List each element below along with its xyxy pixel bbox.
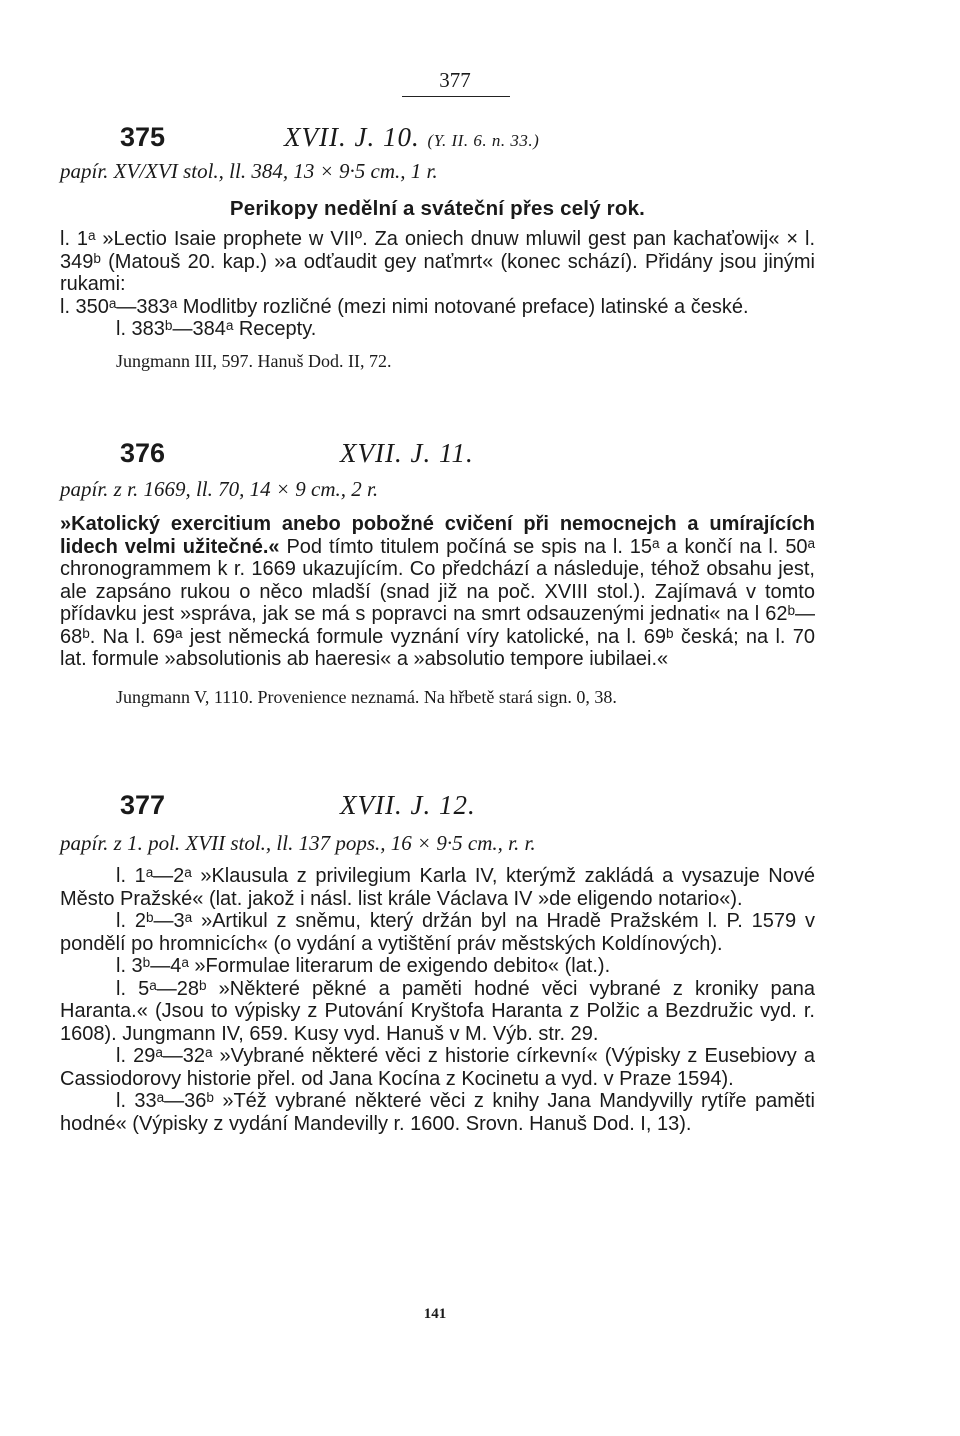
entry-paragraph: l. 350ᵃ—383ᵃ Modlitby rozličné (mezi nimi notované preface) latinské a české. [60,295,749,318]
entry-paragraph: l. 29ᵃ—32ᵃ »Vybrané některé věci z historie církevní« (Výpisky z Eusebiovy a Cassiodorovy historie přel. od Jana Kocína z Kocinetu a vyd. v Praze 1594). [60,1045,815,1090]
entry-paragraph: l. 3ᵇ—4ᵃ »Formulae literarum de exigendo debito« (lat.). [116,955,611,977]
entry-paragraph: l. 1ᵃ »Lectio Isaie prophete w VIIº. Za oniech dnuw mluwil gest pan kachaťowij« × l. 349ᵇ (Matouš 20. kap.) »a odťaudit gey naťmrt« (konec schází). Přidány jsou jinými rukami: [60,228,815,295]
entry-header [60,790,815,830]
entry-paragraph: l. 383ᵇ—384ᵃ Recepty. [116,318,317,340]
entry-376 [60,438,815,709]
entry-title-inline: »Katolický exercitium anebo pobožné cvičení při nemocnejch a umírajících lidech velmi užitečné.« [60,513,815,558]
page-number-rule [402,96,510,97]
entry-signature: XVII. J. 12. [340,790,476,820]
entry-meta: papír. XV/XVI stol., ll. 384, 13 × 9·5 cm., 1 r. [60,159,438,183]
entry-body: Pod tímto titulem počíná se spis na l. 15ᵃ a končí na l. 50ᵃ chronogrammem k r. 1669 ukazujícím. Co předchází a následuje, téhož obsahu jest, ale zapsáno rukou o něco mladší (snad již na poč. XVIII stol.). Zajímavá v tomto přídavku jest »správa, jak se má s popravci na smrt odsauzenými jednati« na l 62ᵇ—68ᵇ. Na l. 69ᵃ jest německá formule vyznání víry katolické, na l. 69ᵇ česká; na l. 70 lat. formule »absolutionis ab haeresi« a »absolutio tempore iubilaei.« [60,535,815,670]
page-number: 377 [439,68,471,92]
entry-signature: XVII. J. 11. [340,438,474,468]
entry-header [60,438,815,478]
entry-meta: papír. z r. 1669, ll. 70, 14 × 9 cm., 2 r. [60,477,379,501]
entry-reference: Jungmann III, 597. Hanuš Dod. II, 72. [116,350,392,371]
entry-377 [60,790,815,1135]
entry-paragraph [60,513,815,671]
entry-number: 376 [120,438,166,468]
entry-title: Perikopy nedělní a sváteční přes celý rok. [229,197,646,220]
entry-header [60,122,815,162]
entry-paragraph: l. 1ᵃ—2ᵃ »Klausula z privilegium Karla IV, kterýmž zakládá a vysazuje Nové Město Pražské« (lat. jakož i násl. list krále Václava IV »de eligendo notario«). [60,865,815,910]
entry-paragraph: l. 2ᵇ—3ᵃ »Artikul z sněmu, který držán byl na Hradě Pražském l. P. 1579 v pondělí po hromnicích« (o vydání a vytištění práv městských Koldínových). [60,910,815,955]
entry-meta: papír. z 1. pol. XVII stol., ll. 137 pops., 16 × 9·5 cm., r. r. [60,831,536,855]
entry-paragraph: l. 33ᵃ—36ᵇ »Též vybrané některé věci z knihy Jana Mandyvilly rytíře paměti hodné« (Výpisky z vydání Mandevilly r. 1600. Srovn. Hanuš Dod. I, 13). [60,1090,815,1135]
entry-number: 375 [120,122,166,152]
old-signature: (Y. II. 6. n. 33.) [427,131,540,150]
footer-number: 141 [423,1306,447,1322]
entry-number: 377 [120,790,166,820]
signature-text: XVII. J. 10. [284,122,420,152]
entry-375 [60,122,815,373]
entry-signature [284,122,539,153]
entry-paragraph: l. 5ᵃ—28ᵇ »Některé pěkné a paměti hodné věci vybrané z kroniky pana Haranta.« (Jsou to výpisky z Putování Kryštofa Haranta z Polžic a Bezdružic vyd. r. 1608). Jungmann IV, 659. Kusy vyd. Hanuš v M. Výb. str. 29. [60,977,815,1045]
entry-reference: Jungmann V, 1110. Provenience neznamá. Na hřbetě stará sign. 0, 38. [116,686,617,707]
